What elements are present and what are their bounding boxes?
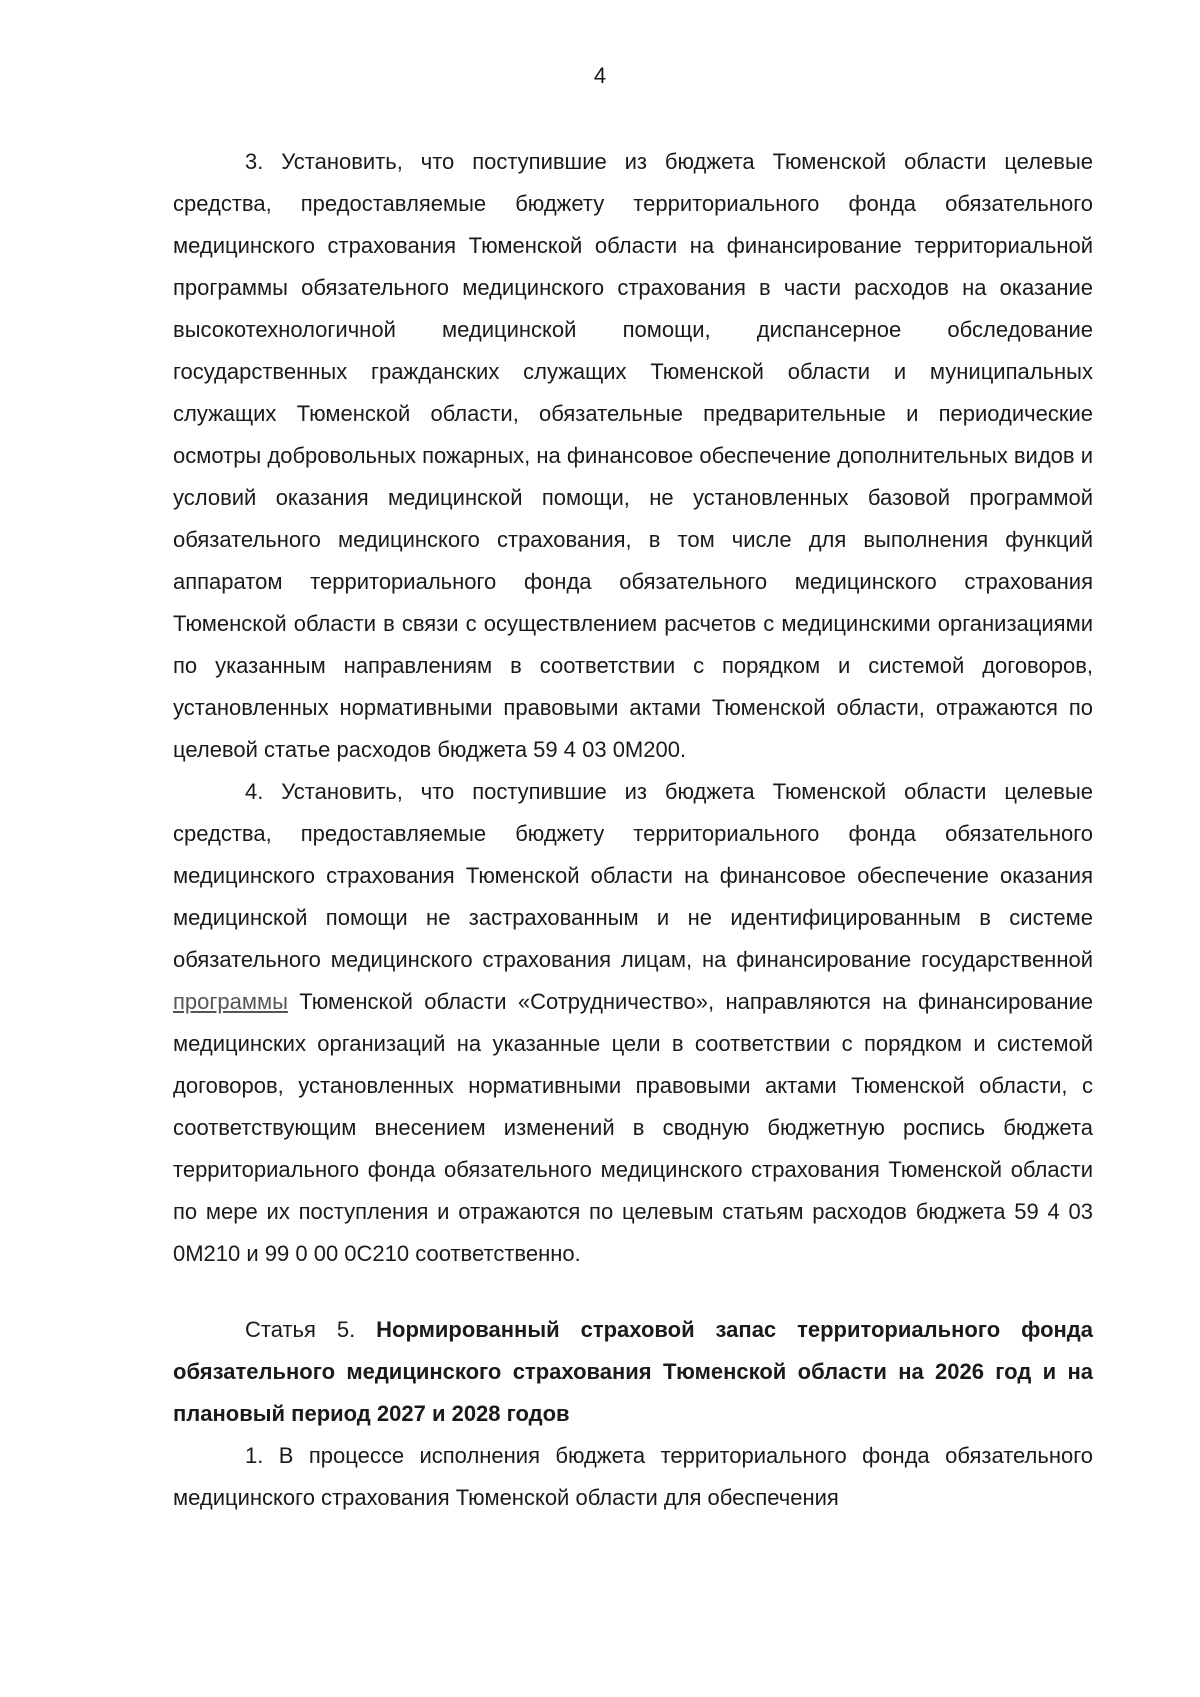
program-link[interactable]: программы bbox=[173, 989, 288, 1014]
article-5-title: Нормированный страховой запас территориального фонда обязательного медицинского страхования Тюменской области на 2026 год и на плановый период 2027 и 2028 годов bbox=[173, 1317, 1093, 1426]
paragraph-4-text-after-link: Тюменской области «Сотрудничество», направляются на финансирование медицинских организаций на указанные цели в соответствии с порядком и системой договоров, установленных нормативными правовыми актами Тюменской области, с соответствующим внесением изменений в сводную бюджетную роспись бюджета территориального фонда обязательного медицинского страхования Тюменской области по мере их поступления и отражаются по целевым статьям расходов бюджета 59 4 03 0М210 и 99 0 00 0С210 соответственно. bbox=[173, 989, 1093, 1266]
article-5-heading bbox=[173, 1309, 1093, 1435]
paragraph-3: 3. Установить, что поступившие из бюджета Тюменской области целевые средства, предоставляемые бюджету территориального фонда обязательного медицинского страхования Тюменской области на финансирование территориальной программы обязательного медицинского страхования в части расходов на оказание высокотехнологичной медицинской помощи, диспансерное обследование государственных гражданских служащих Тюменской области и муниципальных служащих Тюменской области, обязательные предварительные и периодические осмотры добровольных пожарных, на финансовое обеспечение дополнительных видов и условий оказания медицинской помощи, не установленных базовой программой обязательного медицинского страхования, в том числе для выполнения функций аппаратом территориального фонда обязательного медицинского страхования Тюменской области в связи с осуществлением расчетов с медицинскими организациями по указанным направлениям в соответствии с порядком и системой договоров, установленных нормативными правовыми актами Тюменской области, отражаются по целевой статье расходов бюджета 59 4 03 0М200. bbox=[173, 149, 1093, 762]
page-number: 4 bbox=[593, 63, 607, 88]
article-5-label: Статья 5. bbox=[245, 1317, 377, 1342]
paragraph-4 bbox=[173, 771, 1093, 1275]
document-body bbox=[173, 141, 1093, 1519]
paragraph-4-text-before-link: 4. Установить, что поступившие из бюджета Тюменской области целевые средства, предоставляемые бюджету территориального фонда обязательного медицинского страхования Тюменской области на финансовое обеспечение оказания медицинской помощи не застрахованным и не идентифицированным в системе обязательного медицинского страхования лицам, на финансирование государственной bbox=[173, 779, 1093, 972]
article-5-paragraph-1: 1. В процессе исполнения бюджета территориального фонда обязательного медицинского страхования Тюменской области для обеспечения bbox=[173, 1443, 1093, 1510]
